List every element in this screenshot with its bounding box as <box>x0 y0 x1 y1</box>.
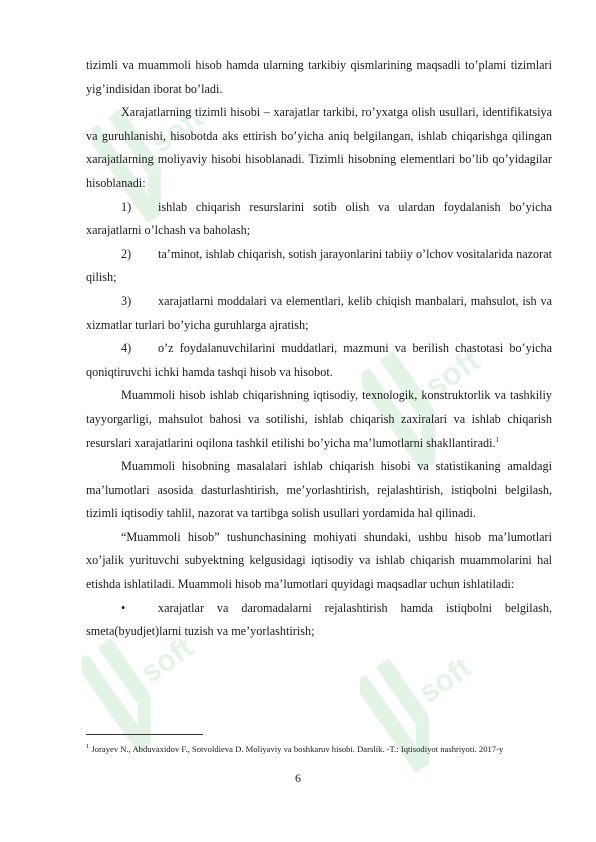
list-item <box>86 337 552 384</box>
list-item-text: xarajatlarni moddalari va elementlari, kelib chiqish manbalari, mahsulot, ish va xizmatlar turlari bo’yicha guruhlarga ajratish; <box>86 293 552 332</box>
footnote-ref[interactable]: 1 <box>495 435 500 444</box>
list-item-text: ishlab chiqarish resurslarini sotib olish va ulardan foydalanish bo’yicha xarajatlarni o’lchash va baholash; <box>86 199 552 238</box>
paragraph <box>86 384 552 455</box>
list-item <box>86 290 552 337</box>
list-item <box>86 243 552 290</box>
bullet-item <box>86 597 552 644</box>
paragraph: Xarajatlarning tizimli hisobi – xarajatlar tarkibi, ro’yxatga olish usullari, identifikatsiya va guruhlanishi, hisobotda aks ettirish bo’yicha aniq belgilangan, ishlab chiqarishga qilingan xarajatlarning moliyaviy hisobi hisoblanadi. Tizimli hisobning elementlari bo’lib qo’yidagilar hisoblanadi: <box>86 105 552 190</box>
list-number: 1) <box>121 199 132 214</box>
list-item <box>86 196 552 243</box>
paragraph: “Muammoli hisob” tushunchasining mohiyati shundaki, ushbu hisob ma’lumotlari xo’jalik yurituvchi subyektning kelgusidagi iqtisodiy va ishlab chiqarish muammolarini hal etishda ishlatiladi. Muammoli hisob ma’lumotlari quyidagi maqsadlar uchun ishlatiladi: <box>86 529 552 592</box>
bullet-icon: • <box>121 600 126 615</box>
bullet-item-text: xarajatlar va daromadalarni rejalashtirish hamda istiqbolni belgilash, smeta(byudjet)larni tuzish va me’yorlashtirish; <box>86 600 552 639</box>
page-number: 6 <box>295 771 301 785</box>
list-number: 3) <box>121 293 132 308</box>
footnote-marker: 1 <box>86 743 90 751</box>
footnote <box>86 741 552 757</box>
list-item-text: o’z foydalanuvchilarini muddatlari, mazmuni va berilish chastotasi bo’yicha qoniqtiruvchi ichki hamda tashqi hisob va hisobot. <box>86 341 552 379</box>
svg-text:soft: soft <box>418 341 487 405</box>
footnote-divider <box>86 734 203 735</box>
svg-text:soft: soft <box>413 650 478 710</box>
svg-text:soft: soft <box>145 100 210 160</box>
list-number: 2) <box>121 246 132 261</box>
body-text <box>86 54 552 644</box>
svg-text:soft: soft <box>135 630 200 690</box>
list-item-text: ta’minot, ishlab chiqarish, sotish jarayonlarini tabiiy o’lchov vositalarida nazorat qilish; <box>86 246 552 285</box>
paragraph-text: Muammoli hisob ishlab chiqarishning iqtisodiy, texnologik, konstruktorlik va tashkiliy tayyorgarligi, mahsulot bahosi va sotilishi, ishlab chiqarish zaxiralari va ishlab chiqarish resurslari xarajatlarini oqilona tashkil etilishi bo’yicha ma’lumotlarni shakllantiradi. <box>86 388 552 450</box>
paragraph: tizimli va muammoli hisob hamda ularning tarkibiy qismlarining maqsadli to’plami tizimlari yig’indisidan iborat bo’ladi. <box>86 58 552 96</box>
footnote-text: Jorayev N., Abduvaxidov F., Sotvoldieva D. Moliyaviy va boshkaruv hisobi. Darslik. -T.: Iqtisodiyot nashriyoti. 2017-y <box>91 744 504 754</box>
list-number: 4) <box>121 341 132 356</box>
paragraph: Muammoli hisobning masalalari ishlab chiqarish hisobi va statistikaning amaldagi ma’lumotlari asosida dasturlashtirish, me’yorlashtirish, rejalashtirish, istiqbolni belgilash, tizimli iqtisodiy tahlil, nazorat va tartibga solish usullari yordamida hal qilinadi. <box>86 459 552 521</box>
